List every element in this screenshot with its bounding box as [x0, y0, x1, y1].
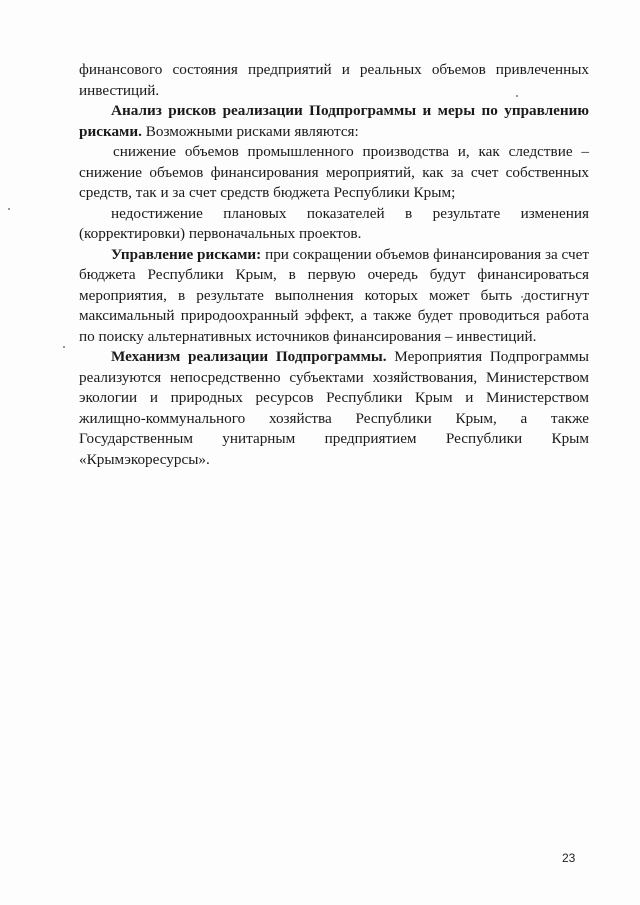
risk-management-text: при сокращении объемов финансирования за счет бюджета Республики Крым, в первую очередь будут финансироваться мероприятия, в результате выполнения которых может быть достигнут максимальный природоохранный эффект, а также будет проводиться работа по поиску альтернативных источников финансирования – инвестиций.	[79, 245, 589, 345]
risk-item-1: снижение объемов промышленного производства и, как следствие – снижение объемов финансирования мероприятий, как за счет собственных средств, так и за счет средств бюджета Республики Крым;	[79, 143, 589, 201]
risks-heading: Анализ рисков реализации Подпрограммы и меры по управлению рисками.	[79, 102, 589, 140]
mechanism-text: Мероприятия Подпрограммы реализуются непосредственно субъектами хозяйствования, Министерством экологии и природных ресурсов Республики Крым и Министерством жилищно-коммунального хозяйства Республики Крым, а также Государственным унитарным предприятием Республики Крым «Крымэкоресурсы».	[79, 348, 589, 468]
risk-management-heading: Управление рисками:	[111, 245, 262, 263]
risk-item-2: недостижение плановых показателей в результате изменения (корректировки) первоначальных проектов.	[79, 204, 589, 242]
document-body	[79, 60, 589, 470]
risk-management-paragraph	[79, 245, 589, 348]
mechanism-paragraph	[79, 347, 589, 470]
risks-paragraph	[79, 101, 589, 142]
scan-speck	[8, 208, 10, 210]
page-number: 23	[562, 851, 576, 865]
intro-paragraph-tail: финансового состояния предприятий и реальных объемов привлеченных инвестиций.	[79, 61, 589, 99]
risks-lead: Возможными рисками являются:	[141, 122, 359, 140]
mechanism-heading: Механизм реализации Подпрограммы.	[111, 348, 387, 365]
scan-speck	[63, 346, 65, 348]
